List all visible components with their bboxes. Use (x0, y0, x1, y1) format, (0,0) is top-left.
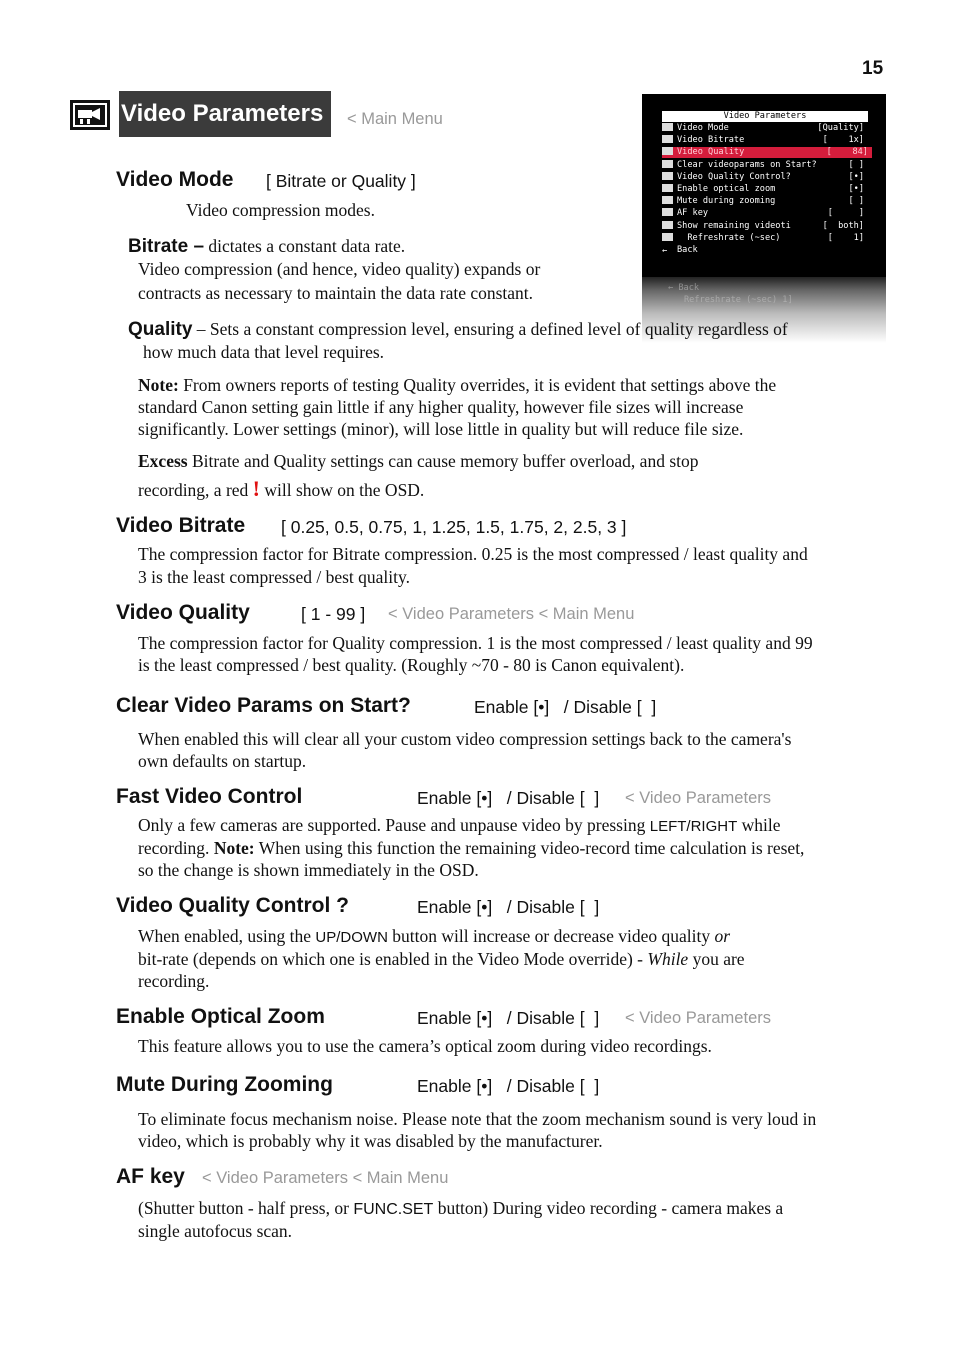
video-quality-heading: Video Quality (116, 601, 250, 624)
af-key-line2: single autofocus scan. (138, 1221, 293, 1241)
quality-text: – Sets a constant compression level, ensuring a defined level of quality regardless of (196, 319, 788, 339)
quality-line (128, 318, 788, 342)
osd-row (662, 160, 868, 171)
key-slash-2: / (336, 929, 341, 946)
osd-row (662, 123, 868, 134)
osd-row (662, 147, 872, 158)
osd-row-label: Video Quality Control? (677, 171, 791, 182)
video-mode-options: [ Bitrate or Quality ] (266, 171, 416, 191)
fast-video-line3: so the change is shown immediately in the OSD. (138, 860, 479, 880)
vq-control-while: While (647, 949, 689, 969)
vq-control-line3: recording. (138, 971, 210, 991)
osd-row-icon (662, 196, 673, 204)
video-bitrate-options: [ 0.25, 0.5, 0.75, 1, 1.25, 1.5, 1.75, 2, 2.5, 3 ] (281, 517, 627, 537)
note-line2: standard Canon setting gain little if any higher quality, however file sizes will increase (138, 397, 744, 417)
osd-row-value: [ 1x] (822, 135, 864, 146)
red-exclamation-icon: ! (252, 476, 260, 501)
mute-zoom-line1: To eliminate focus mechanism noise. Please note that the zoom mechanism sound is very loud in (138, 1109, 817, 1129)
osd-row-icon (662, 135, 673, 143)
osd-row-icon (662, 160, 673, 168)
osd-row (662, 135, 868, 146)
osd-row (662, 233, 868, 244)
clear-params-line1: When enabled this will clear all your custom video compression settings back to the camera's (138, 729, 792, 749)
optical-zoom-line1: This feature allows you to use the camera’s optical zoom during video recordings. (138, 1036, 712, 1056)
video-quality-line2: is the least compressed / best quality. (Roughly ~70 - 80 is Canon equivalent). (138, 655, 685, 675)
osd-reflection: ← Back Refreshrate (~sec) 1] (642, 277, 886, 343)
vq-control-text1b: button will increase or decrease video quality (392, 926, 711, 946)
fast-video-text1a: Only a few cameras are supported. Pause and unpause video by pressing (138, 815, 646, 835)
osd-row-label: Clear videoparams on Start? (677, 159, 817, 170)
osd-row-icon (662, 147, 673, 155)
osd-row-label: Enable optical zoom (677, 184, 776, 194)
note-line3: significantly. Lower settings (minor), will lose little in quality but will reduce file size. (138, 419, 744, 439)
key-slash: / (686, 818, 691, 835)
af-key-nav[interactable]: < Video Parameters < Main Menu (202, 1169, 449, 1187)
video-quality-line1: The compression factor for Quality compression. 1 is the most compressed / least quality and 99 (138, 633, 813, 653)
optical-zoom-options: Enable [•] / Disable [ ] (417, 1008, 600, 1028)
osd-row-value: [ ] (848, 196, 864, 207)
osd-row (662, 172, 868, 183)
mute-zoom-line2: video, which is probably why it was disabled by the manufacturer. (138, 1131, 603, 1151)
osd-row (662, 184, 868, 195)
breadcrumb-main-menu[interactable]: < Main Menu (347, 110, 443, 128)
osd-row-label: AF key (677, 208, 709, 219)
fast-video-heading: Fast Video Control (116, 785, 303, 808)
excess-line2 (138, 478, 424, 502)
video-bitrate-heading: Video Bitrate (116, 514, 246, 537)
osd-row-value: [ 1] (827, 232, 864, 243)
clear-params-heading: Clear Video Params on Start? (116, 694, 411, 717)
fast-video-text2b: When using this function the remaining video-record time calculation is reset, (258, 838, 805, 858)
video-mode-desc: Video compression modes. (186, 200, 375, 220)
bitrate-line (128, 235, 405, 259)
osd-row-icon (662, 208, 673, 216)
osd-row (662, 245, 868, 256)
osd-row-label: Mute during zooming (677, 196, 776, 207)
clear-params-options: Enable [•] / Disable [ ] (474, 697, 657, 717)
bitrate-line3: contracts as necessary to maintain the data rate constant. (138, 283, 534, 303)
osd-row-value: [ ] (827, 208, 864, 219)
osd-row-icon (662, 123, 673, 131)
note-label: Note: (138, 375, 179, 395)
osd-row-label: Video Quality (677, 147, 745, 158)
video-quality-options: [ 1 - 99 ] (301, 604, 366, 624)
osd-row-icon: ← (662, 246, 668, 256)
video-bitrate-line2: 3 is the least compressed / best quality. (138, 567, 411, 587)
vq-control-line1 (138, 925, 730, 950)
key-func-set: FUNC.SET (353, 1201, 434, 1218)
excess-text1: Bitrate and Quality settings can cause memory buffer overload, and stop (191, 451, 699, 471)
osd-title: Video Parameters (662, 111, 868, 122)
vq-control-text2b: you are (692, 949, 745, 969)
bitrate-text: dictates a constant data rate. (208, 236, 406, 256)
optical-zoom-nav[interactable]: < Video Parameters (625, 1009, 771, 1027)
bitrate-label: Bitrate – (128, 236, 205, 257)
vq-control-text2a: bit-rate (depends on which one is enabled in the Video Mode override) - (138, 949, 643, 969)
fast-video-options: Enable [•] / Disable [ ] (417, 788, 600, 808)
key-right: RIGHT (690, 818, 738, 835)
fast-video-text1b: while (741, 815, 781, 835)
osd-row-label: Video Bitrate (677, 135, 745, 146)
key-left: LEFT (649, 818, 687, 835)
page-title-text: Video Parameters (121, 100, 324, 127)
af-key-line1 (138, 1197, 783, 1222)
af-key-heading: AF key (116, 1165, 185, 1188)
osd-row-label: Show remaining videoti (677, 220, 791, 231)
osd-row (662, 196, 868, 207)
video-bitrate-line1: The compression factor for Bitrate compression. 0.25 is the most compressed / least quality and (138, 544, 808, 564)
excess-text2b: will show on the OSD. (264, 480, 425, 500)
video-mode-heading: Video Mode (116, 168, 234, 191)
osd-row-icon (662, 233, 673, 241)
osd-row-label: Video Mode (677, 123, 729, 133)
key-down: DOWN (340, 929, 388, 946)
vq-control-options: Enable [•] / Disable [ ] (417, 897, 600, 917)
osd-row-label: Back (677, 245, 698, 255)
vq-control-text1a: When enabled, using the (138, 926, 312, 946)
osd-row-label: Refreshrate (~sec) (677, 232, 781, 243)
osd-row-value: [•] (848, 184, 864, 194)
osd-row (662, 221, 868, 232)
osd-row-value: [•] (848, 171, 864, 182)
page-title (119, 91, 331, 137)
bitrate-line2: Video compression (and hence, video quality) expands or (138, 259, 541, 279)
osd-row-icon (662, 172, 673, 180)
key-up: UP (315, 929, 337, 946)
vq-control-heading: Video Quality Control ? (116, 894, 349, 917)
osd-row-icon (662, 221, 673, 229)
osd-screenshot (642, 94, 886, 277)
optical-zoom-heading: Enable Optical Zoom (116, 1005, 325, 1028)
excess-line1 (138, 450, 699, 473)
osd-row-value: [ 84] (826, 147, 868, 158)
mute-zoom-heading: Mute During Zooming (116, 1073, 333, 1096)
video-camera-icon (70, 100, 110, 130)
osd-row-value: [ both] (822, 220, 864, 231)
video-quality-nav[interactable]: < Video Parameters < Main Menu (388, 605, 635, 623)
note-text1: From owners reports of testing Quality overrides, it is evident that settings above the (183, 375, 777, 395)
fast-video-note-label: Note: (213, 838, 255, 858)
clear-params-line2: own defaults on startup. (138, 751, 307, 771)
vq-control-line2 (138, 948, 745, 971)
af-key-text1a: (Shutter button - half press, or (138, 1198, 349, 1218)
af-key-text1b: button) During video recording - camera makes a (437, 1198, 784, 1218)
page-number: 15 (862, 58, 884, 79)
fast-video-line1 (138, 814, 781, 839)
fast-video-nav[interactable]: < Video Parameters (625, 789, 771, 807)
quality-label: Quality (128, 319, 193, 340)
vq-control-or: or (714, 926, 731, 946)
osd-row-icon (662, 184, 673, 192)
quality-line2: how much data that level requires. (143, 342, 385, 362)
fast-video-text2a: recording. (138, 838, 210, 858)
osd-row-value: [ ] (848, 159, 864, 170)
excess-text2a: recording, a red (138, 480, 249, 500)
excess-label: Excess (138, 451, 188, 471)
osd-row (662, 208, 868, 219)
fast-video-line2 (138, 837, 804, 860)
osd-row-value: [Quality] (817, 123, 864, 133)
note-line1 (138, 374, 776, 397)
mute-zoom-options: Enable [•] / Disable [ ] (417, 1076, 600, 1096)
